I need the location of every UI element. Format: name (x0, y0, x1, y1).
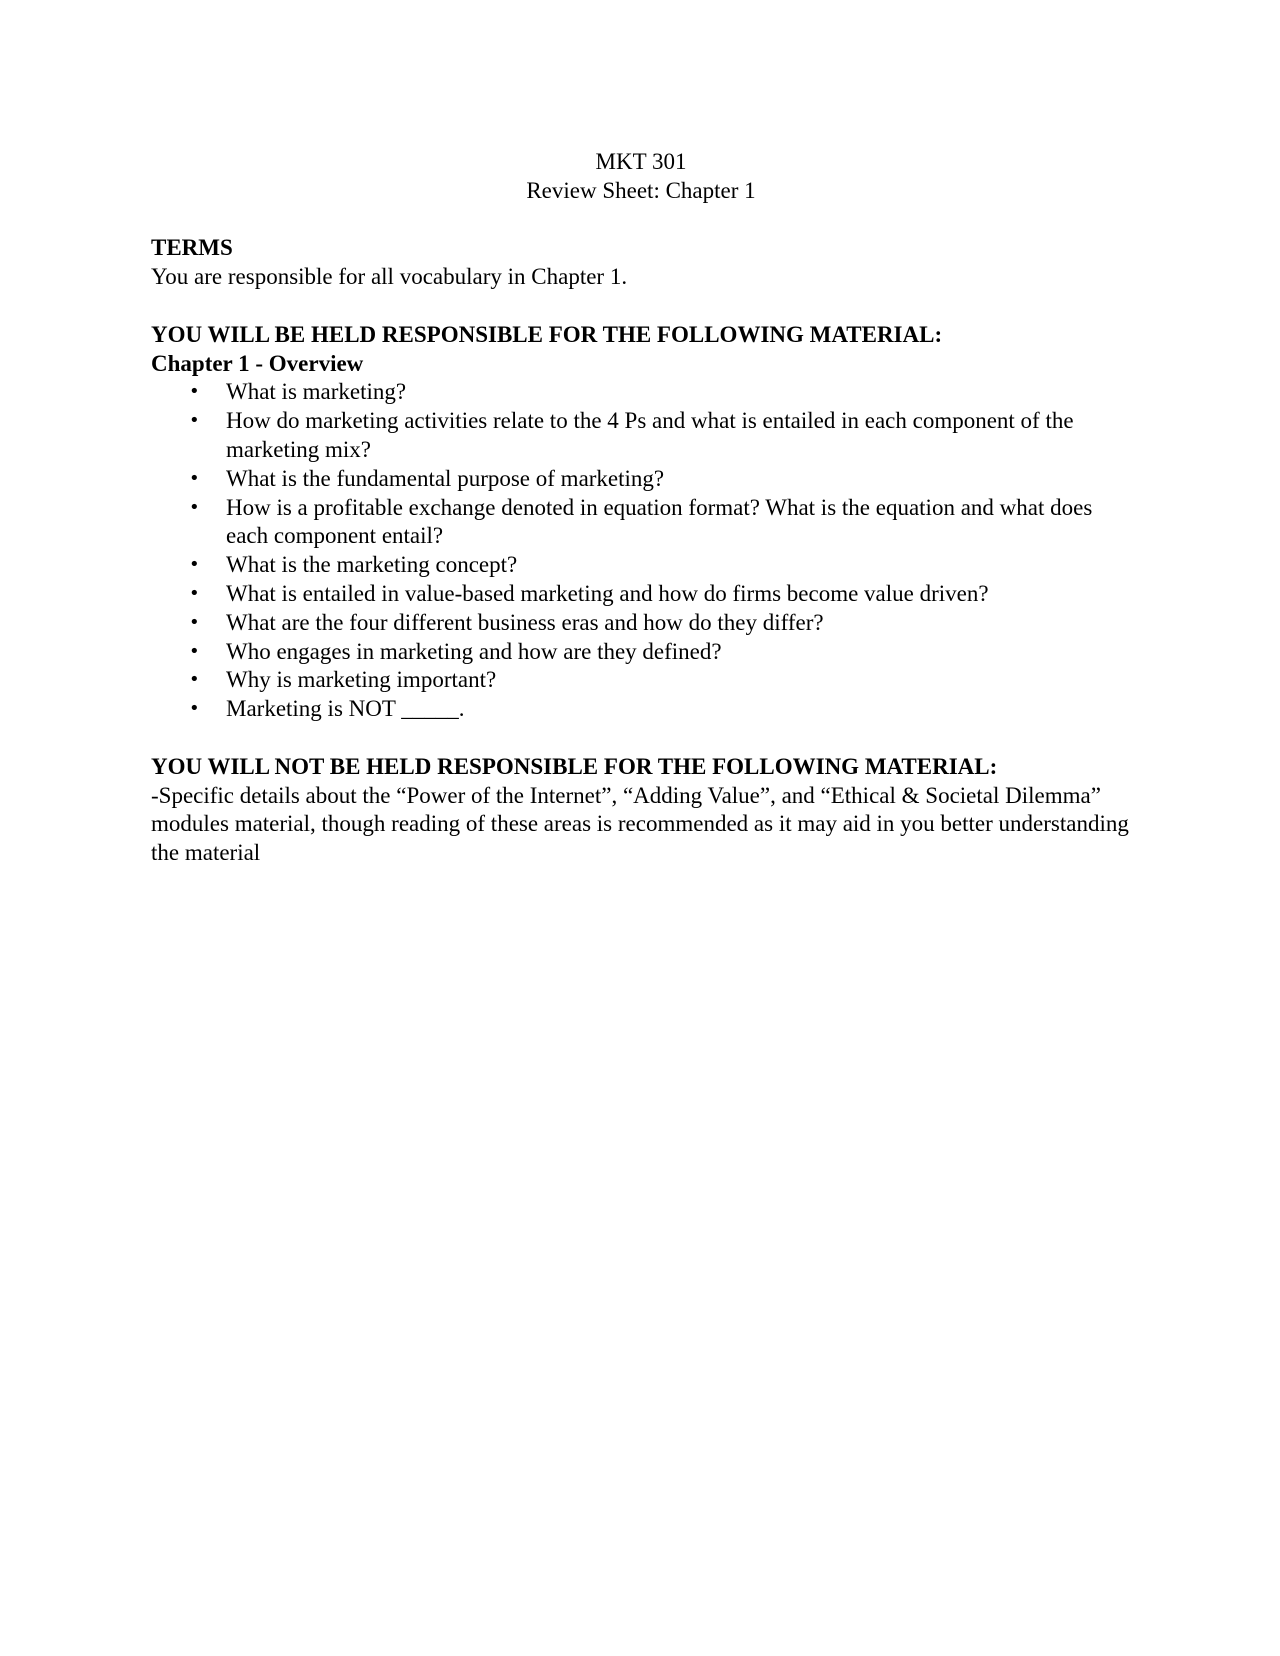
list-item (151, 407, 1131, 465)
list-item-text: Marketing is NOT _____. (226, 696, 465, 722)
list-item (151, 494, 1131, 552)
not-responsible-heading: YOU WILL NOT BE HELD RESPONSIBLE FOR THE FOLLOWING MATERIAL: (151, 753, 998, 779)
list-item (151, 666, 1131, 695)
list-item (151, 609, 1131, 638)
spacer (151, 724, 1131, 753)
bullet-icon: • (189, 381, 200, 403)
bullet-icon: • (189, 467, 200, 489)
list-item (151, 695, 1131, 724)
bullet-icon: • (189, 582, 200, 604)
list-item-text: What is the fundamental purpose of marketing? (226, 465, 665, 491)
bullet-icon: • (189, 496, 200, 518)
overview-question-list (151, 378, 1131, 724)
list-item-text: How is a profitable exchange denoted in equation format? What is the equation and what does each component entail? (226, 494, 1093, 549)
list-item-text: What are the four different business eras and how do they differ? (226, 609, 824, 635)
list-item-text: What is marketing? (226, 379, 407, 405)
spacer (151, 292, 1131, 321)
bullet-icon: • (189, 698, 200, 720)
spacer (151, 206, 1131, 235)
list-item-text: Who engages in marketing and how are they defined? (226, 638, 722, 664)
bullet-icon: • (189, 611, 200, 633)
chapter-overview-heading: Chapter 1 - Overview (151, 350, 364, 376)
list-item (151, 551, 1131, 580)
bullet-icon: • (189, 554, 200, 576)
bullet-icon: • (189, 669, 200, 691)
document-subtitle: Review Sheet: Chapter 1 (526, 177, 756, 203)
bullet-icon: • (189, 410, 200, 432)
list-item (151, 378, 1131, 407)
list-item (151, 465, 1131, 494)
list-item (151, 580, 1131, 609)
document-page (151, 148, 1131, 868)
list-item-text: What is entailed in value-based marketing and how do firms become value driven? (226, 580, 989, 606)
terms-heading: TERMS (151, 235, 233, 261)
list-item (151, 638, 1131, 667)
not-responsible-text: -Specific details about the “Power of the Internet”, “Adding Value”, and “Ethical & Societal Dilemma” modules material, though reading of these areas is recommended as it may aid in you better understanding the material (151, 782, 1129, 866)
list-item-text: Why is marketing important? (226, 667, 497, 693)
list-item-text: What is the marketing concept? (226, 552, 518, 578)
list-item-text: How do marketing activities relate to the 4 Ps and what is entailed in each component of the marketing mix? (226, 408, 1074, 462)
bullet-icon: • (189, 640, 200, 662)
responsible-heading: YOU WILL BE HELD RESPONSIBLE FOR THE FOLLOWING MATERIAL: (151, 321, 943, 347)
terms-text: You are responsible for all vocabulary in Chapter 1. (151, 264, 628, 290)
course-title: MKT 301 (595, 149, 687, 174)
